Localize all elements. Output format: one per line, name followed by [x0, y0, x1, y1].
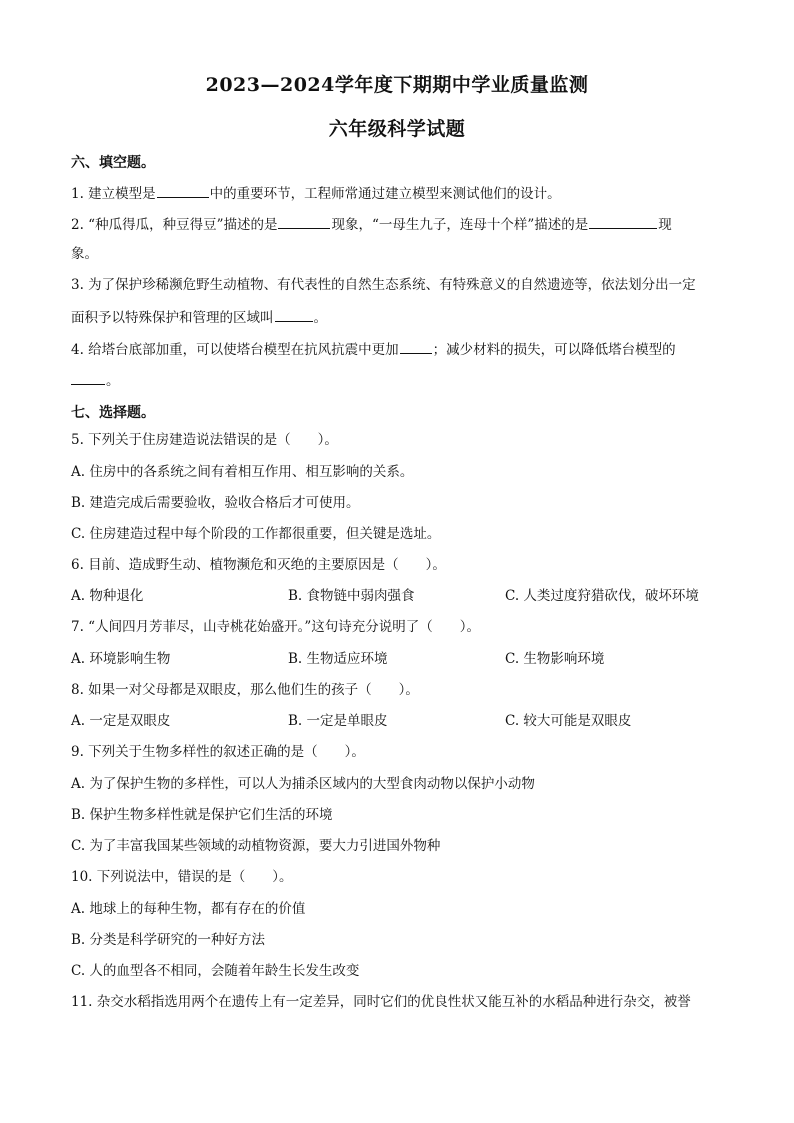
question-6-option-a: A. 物种退化: [71, 588, 144, 604]
question-6-option-b: B. 食物链中弱肉强食: [288, 588, 415, 604]
question-7: 7. “人间四月芳菲尽，山寺桃花始盛开。”这句诗充分说明了（ ）。: [71, 619, 480, 635]
question-10-option-a: A. 地球上的每种生物，都有存在的价值: [71, 901, 306, 917]
answer-blank: [275, 307, 313, 322]
question-3-cont: 面积予以特殊保护和管理的区域叫 。: [71, 307, 327, 327]
question-2: 2. “种瓜得瓜，种豆得豆”描述的是 现象，“一母生九子，连母十个样”描述的是 现: [71, 214, 672, 234]
answer-blank: [71, 370, 105, 385]
exam-title: 2023—2024学年度下期期中学业质量监测: [205, 74, 589, 96]
question-8-option-c: C. 较大可能是双眼皮: [505, 713, 632, 729]
question-10-option-c: C. 人的血型各不相同，会随着年龄生长发生改变: [71, 963, 360, 979]
question-5-option-c: C. 住房建造过程中每个阶段的工作都很重要，但关键是选址。: [71, 526, 441, 542]
question-6-option-c: C. 人类过度狩猎砍伐，破坏环境: [505, 588, 699, 604]
question-5-option-a: A. 住房中的各系统之间有着相互作用、相互影响的关系。: [71, 464, 414, 480]
section-heading-fill-blank: 六、填空题。: [71, 155, 155, 171]
question-2-cont: 象。: [71, 246, 98, 262]
question-4-cont: 。: [71, 370, 120, 390]
question-10-option-b: B. 分类是科学研究的一种好方法: [71, 932, 266, 948]
answer-blank: [400, 339, 432, 354]
question-8-option-b: B. 一定是单眼皮: [288, 713, 388, 729]
question-11: 11. 杂交水稻指选用两个在遗传上有一定差异，同时它们的优良性状又能互补的水稻品种进行杂交，被誉: [71, 994, 691, 1010]
answer-blank: [589, 214, 657, 229]
answer-blank: [278, 214, 330, 229]
question-5: 5. 下列关于住房建造说法错误的是（ ）。: [71, 432, 338, 448]
question-9-option-b: B. 保护生物多样性就是保护它们生活的环境: [71, 807, 333, 823]
answer-blank: [157, 183, 209, 198]
question-4: 4. 给塔台底部加重，可以使塔台模型在抗风抗震中更加 ；减少材料的损失，可以降低塔台模型的: [71, 339, 676, 359]
question-10: 10. 下列说法中，错误的是（ ）。: [71, 869, 293, 885]
question-5-option-b: B. 建造完成后需要验收，验收合格后才可使用。: [71, 495, 360, 511]
exam-subtitle: 六年级科学试题: [328, 118, 466, 140]
question-7-option-a: A. 环境影响生物: [71, 651, 171, 667]
question-6: 6. 目前、造成野生动、植物濒危和灭绝的主要原因是（ ）。: [71, 557, 446, 573]
question-9-option-c: C. 为了丰富我国某些领域的动植物资源，要大力引进国外物种: [71, 838, 441, 854]
question-9-option-a: A. 为了保护生物的多样性，可以人为捕杀区域内的大型食肉动物以保护小动物: [71, 776, 535, 792]
question-8-option-a: A. 一定是双眼皮: [71, 713, 171, 729]
question-7-option-c: C. 生物影响环境: [505, 651, 605, 667]
question-3: 3. 为了保护珍稀濒危野生动植物、有代表性的自然生态系统、有特殊意义的自然遗迹等，依法划分出一定: [71, 277, 696, 293]
question-8: 8. 如果一对父母都是双眼皮，那么他们生的孩子（ ）。: [71, 682, 419, 698]
question-1: 1. 建立模型是 中的重要环节，工程师常通过建立模型来测试他们的设计。: [71, 183, 561, 203]
question-9: 9. 下列关于生物多样性的叙述正确的是（ ）。: [71, 744, 365, 760]
section-heading-choice: 七、选择题。: [71, 405, 155, 421]
question-7-option-b: B. 生物适应环境: [288, 651, 388, 667]
